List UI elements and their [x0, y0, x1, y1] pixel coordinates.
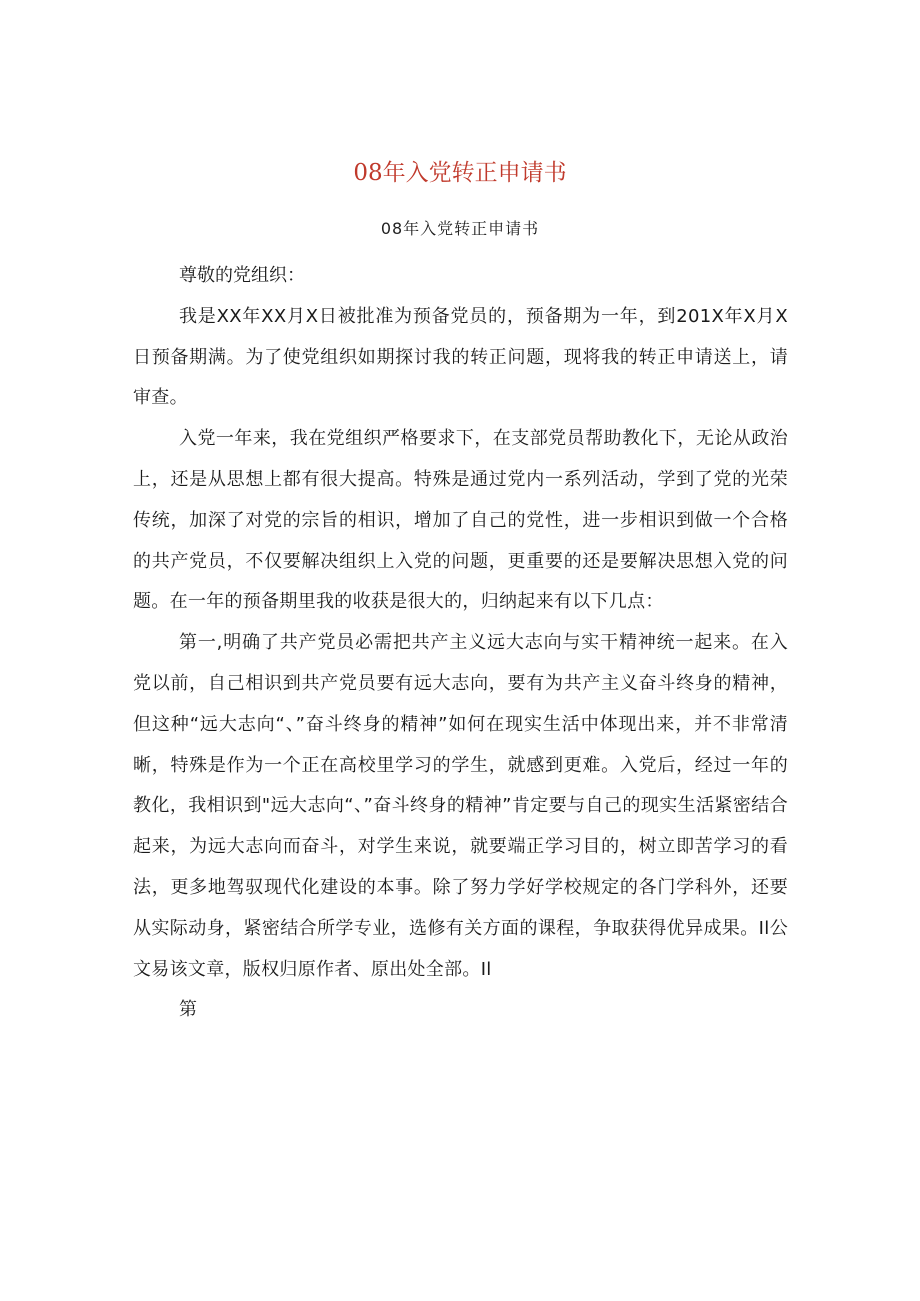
paragraph-intro: 我是XX年XX月X日被批准为预备党员的，预备期为一年，到201X年X月X日预备期满。为了使党组织如期探讨我的转正问题，现将我的转正申请送上，请审查。	[133, 305, 788, 409]
paragraph-first-point: 第一,明确了共产党员必需把共产主义远大志向与实干精神统一起来。在入党以前，自己相识到共产党员要有远大志向，要有为共产主义奋斗终身的精神，但这种“远大志向“、”奋斗终身的精神”如何在现实生活中体现出来，并不非常清晰，特殊是作为一个正在高校里学习的学生，就感到更难。入党后，经过一年的教化，我相识到"远大志向“、”奋斗终身的精神”肯定要与自己的现实生活紧密结合起来，为远大志向而奋斗，对学生来说，就要端正学习目的，树立即苦学习的看法，更多地驾驭现代化建设的本事。除了努力学好学校规定的各门学科外，还要从实际动身，紧密结合所学专业，选修有关方面的课程，争取获得优异成果。Il公文易该文章，版权归原作者、原出处全部。Il	[133, 632, 788, 980]
document-subtitle: 08年入党转正申请书	[380, 219, 540, 238]
document-body	[133, 256, 788, 1031]
salutation: 尊敬的党组织：	[179, 265, 305, 286]
document-title: 08年入党转正申请书	[353, 160, 567, 186]
paragraph-continued: 第	[179, 999, 198, 1021]
paragraph-review: 入党一年来，我在党组织严格要求下，在支部党员帮助教化下，无论从政治上，还是从思想上都有很大提高。特殊是通过党内一系列活动，学到了党的光荣传统，加深了对党的宗旨的相识，增加了自己的党性，进一步相识到做一个合格的共产党员，不仅要解决组织上入党的问题，更重要的还是要解决思想入党的问题。在一年的预备期里我的收获是很大的，归纳起来有以下几点：	[133, 428, 788, 613]
